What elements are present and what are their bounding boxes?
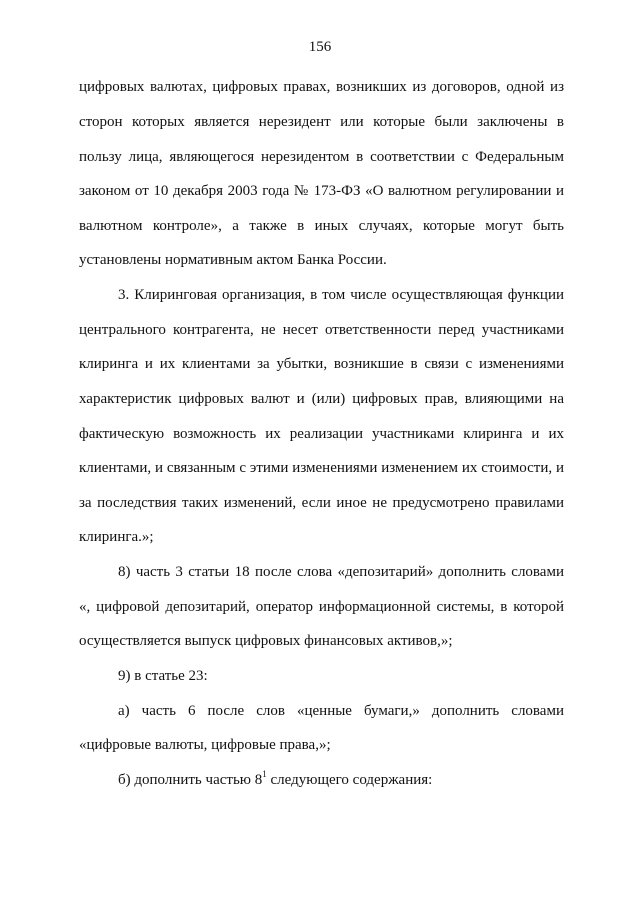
text-line: клиринга.»; <box>79 529 154 545</box>
text-line: валютном контроле», а также в иных случаях, которые могут быть <box>79 218 564 234</box>
text-line: «, цифровой депозитарий, оператор информационной системы, в которой <box>79 599 564 615</box>
text-segment: следующего содержания: <box>266 772 433 788</box>
paragraph-first-line <box>118 770 564 790</box>
text-line: осуществляется выпуск цифровых финансовых активов,»; <box>79 633 453 649</box>
paragraph-first-line: а) часть 6 после слов «ценные бумаги,» дополнить словами <box>118 703 564 719</box>
paragraph-first-line: 8) часть 3 статьи 18 после слова «депозитарий» дополнить словами <box>118 564 564 580</box>
text-line: установлены нормативным актом Банка России. <box>79 252 387 268</box>
text-segment: б) дополнить частью 8 <box>118 772 263 788</box>
text-line: «цифровые валюты, цифровые права,»; <box>79 737 331 753</box>
text-line: фактическую возможность их реализации участниками клиринга и их <box>79 426 564 442</box>
text-line: цифровых валютах, цифровых правах, возникших из договоров, одной из <box>79 79 564 95</box>
text-line: характеристик цифровых валют и (или) цифровых прав, влияющими на <box>79 391 564 407</box>
text-line: клиринга и их клиентами за убытки, возникшие в связи с изменениями <box>79 356 564 372</box>
paragraph-first-line: 9) в статье 23: <box>118 668 208 684</box>
paragraph-first-line: 3. Клиринговая организация, в том числе осуществляющая функции <box>118 287 564 303</box>
text-line: за последствия таких изменений, если иное не предусмотрено правилами <box>79 495 564 511</box>
text-line: сторон которых является нерезидент или которые были заключены в <box>79 114 564 130</box>
text-line: центрального контрагента, не несет ответственности перед участниками <box>79 322 564 338</box>
page-number: 156 <box>308 39 332 55</box>
text-line: пользу лица, являющегося нерезидентом в соответствии с Федеральным <box>79 149 564 165</box>
text-line: клиентами, и связанным с этими изменениями изменением их стоимости, и <box>79 460 564 476</box>
text-line: законом от 10 декабря 2003 года № 173-ФЗ «О валютном регулировании и <box>79 183 564 199</box>
superscript: 1 <box>262 769 267 779</box>
